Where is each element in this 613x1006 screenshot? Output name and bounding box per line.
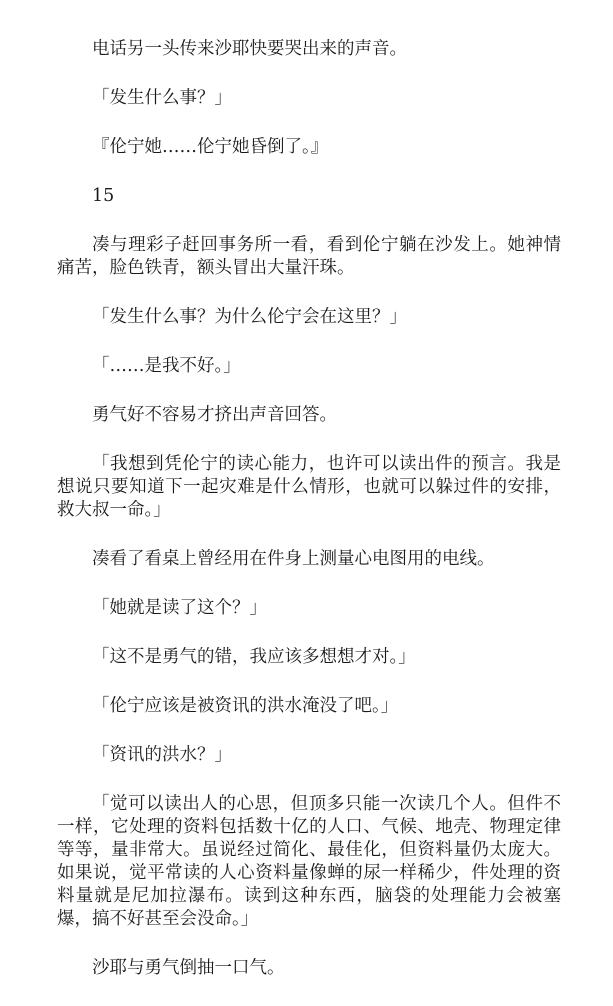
- paragraph: 电话另一头传来沙耶快要哭出来的声音。: [92, 39, 407, 59]
- dialogue-line: 「觉可以读出人的心思，但顶多只能一次读几个人。但件不一样，它处理的资料包括数十亿的人口、气候、地壳、物理定律等等，量非常大。虽说经过简化、最佳化，但资料量仍太庞大。如果说，觉平常读的人心资料量像蝉的尿一样稀少，件处理的资料量就是尼加拉瀑布。读到这种东西，脑袋的处理能力会被塞爆，搞不好甚至会没命。」: [57, 794, 561, 929]
- dialogue-line: 「资讯的洪水？」: [92, 745, 232, 765]
- dialogue-line: 「伦宁应该是被资讯的洪水淹没了吧。」: [92, 696, 399, 716]
- dialogue-line: 「发生什么事？为什么伦宁会在这里？」: [92, 307, 407, 327]
- dialogue-line: 「她就是读了这个？」: [92, 598, 267, 618]
- dialogue-line: 「……是我不好。」: [92, 356, 241, 376]
- page-body: [57, 38, 561, 1006]
- dialogue-line: 「我想到凭伦宁的读心能力，也许可以读出件的预言。我是想说只要知道下一起灾难是什么情形，也就可以躲过件的安排，救大叔一命。」: [57, 454, 561, 520]
- dialogue-line: 「这不是勇气的错，我应该多想想才对。」: [92, 647, 416, 667]
- paragraph: 勇气好不容易才挤出声音回答。: [92, 405, 337, 425]
- dialogue-line: 「发生什么事？」: [92, 88, 232, 108]
- dialogue-line: 『伦宁她……伦宁她昏倒了。』: [92, 137, 329, 157]
- paragraph: 凑与理彩子赶回事务所一看，看到伦宁躺在沙发上。她神情痛苦，脸色铁青，额头冒出大量汗珠。: [57, 235, 561, 278]
- section-number: 15: [92, 186, 115, 206]
- paragraph: 凑看了看桌上曾经用在件身上测量心电图用的电线。: [92, 549, 495, 569]
- paragraph: 沙耶与勇气倒抽一口气。: [92, 958, 285, 978]
